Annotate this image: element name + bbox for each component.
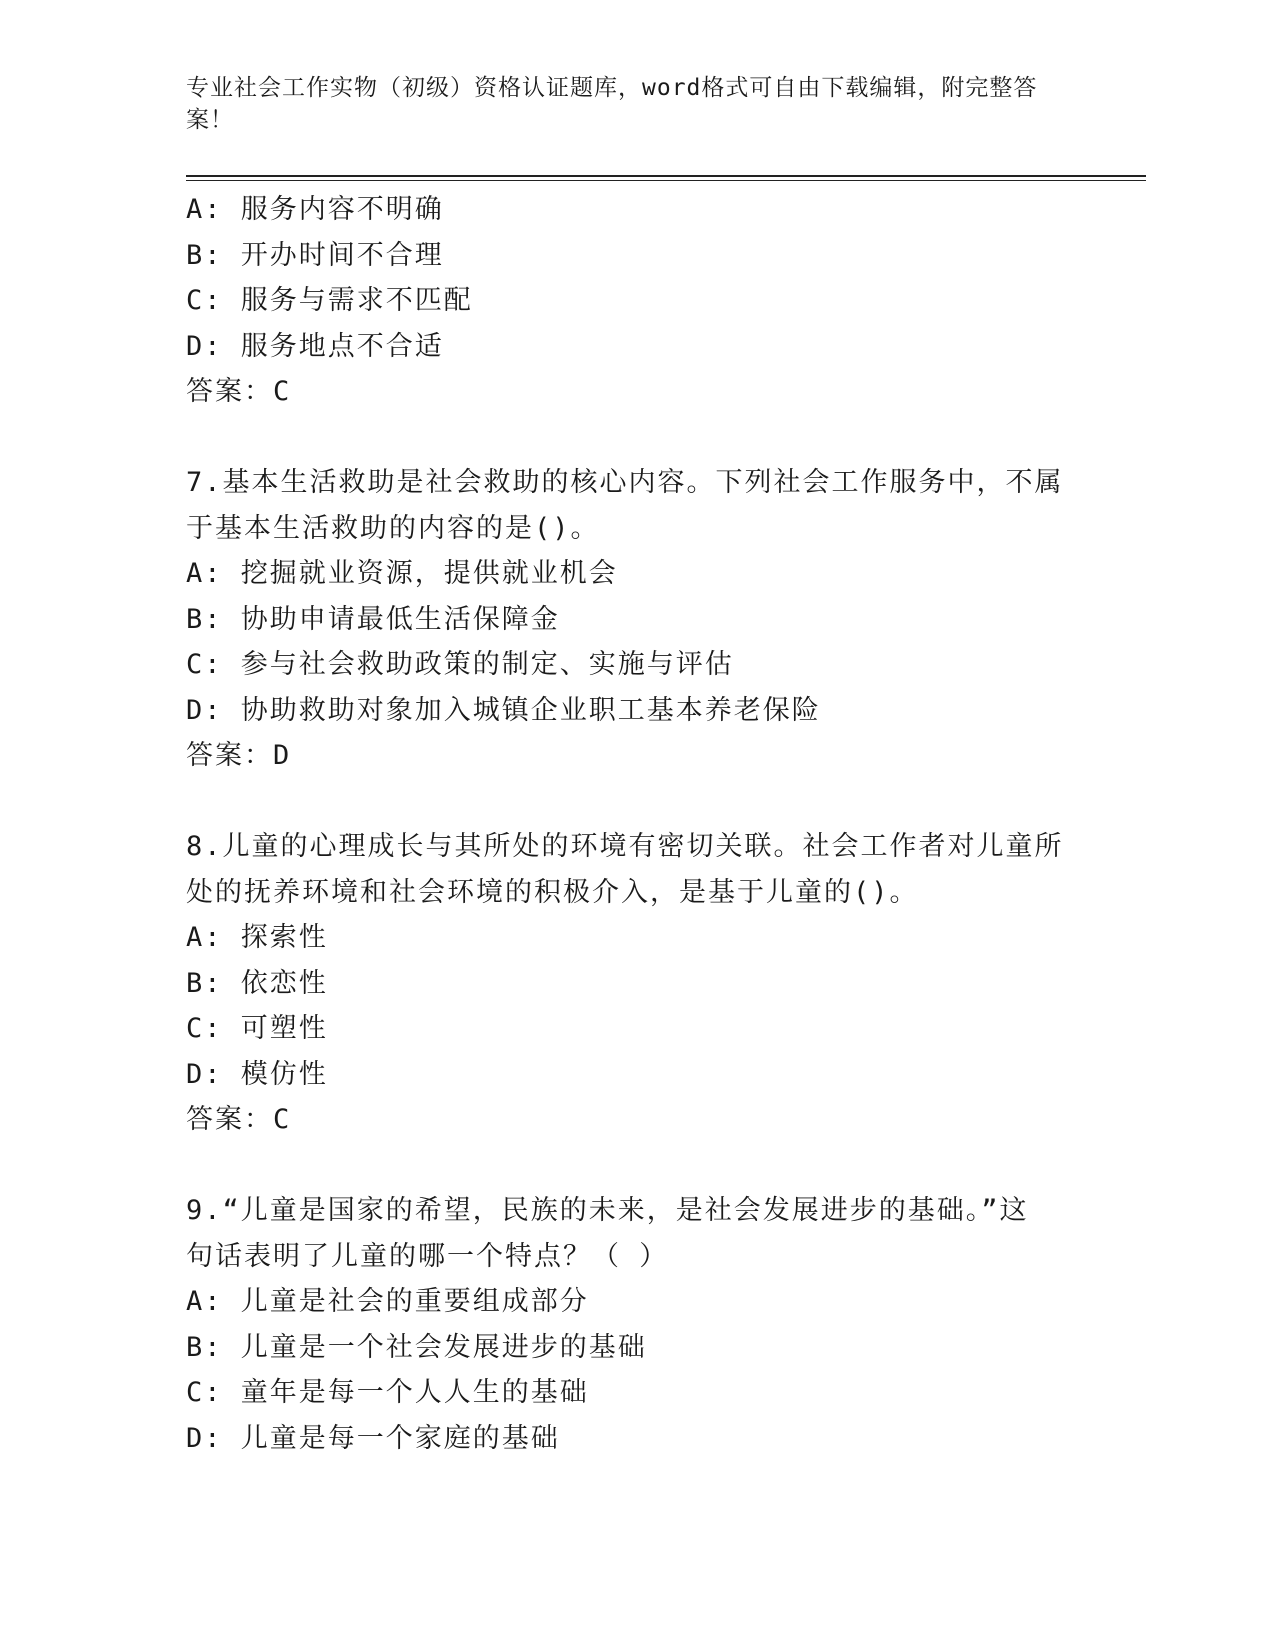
option-d: D: 模仿性	[186, 1058, 328, 1090]
option-c: C: 服务与需求不匹配	[186, 285, 473, 316]
question-stem-line-1: 9.“儿童是国家的希望，民族的未来，是社会发展进步的基础。”这	[186, 1195, 1029, 1226]
option-d: D: 协助救助对象加入城镇企业职工基本养老保险	[186, 694, 821, 726]
header-line-1: 专业社会工作实物（初级）资格认证题库，word格式可自由下载编辑，附完整答	[186, 75, 1038, 101]
question-list	[186, 187, 1066, 1461]
spacer	[186, 779, 1066, 825]
option-d: D: 服务地点不合适	[186, 330, 444, 362]
header-divider-thin	[186, 180, 1146, 181]
option-b: B: 协助申请最低生活保障金	[186, 603, 560, 635]
header-divider-thick	[186, 175, 1146, 177]
question-6	[186, 187, 1066, 415]
option-c: C: 可塑性	[186, 1013, 328, 1044]
option-a: A: 儿童是社会的重要组成部分	[186, 1286, 589, 1317]
option-c: C: 童年是每一个人人生的基础	[186, 1377, 589, 1408]
question-stem-line-2: 处的抚养环境和社会环境的积极介入，是基于儿童的()。	[186, 876, 919, 908]
option-c: C: 参与社会救助政策的制定、实施与评估	[186, 649, 734, 680]
answer-line: 答案：D	[186, 740, 292, 771]
option-a: A: 服务内容不明确	[186, 194, 444, 225]
question-8	[186, 824, 1066, 1143]
option-b: B: 开办时间不合理	[186, 239, 444, 271]
page-header	[186, 72, 1066, 136]
option-a: A: 探索性	[186, 922, 328, 953]
question-stem-line-2: 句话表明了儿童的哪一个特点？（ ）	[186, 1240, 669, 1272]
answer-line: 答案：C	[186, 1104, 292, 1135]
spacer	[186, 415, 1066, 461]
question-stem-line-1: 8.儿童的心理成长与其所处的环境有密切关联。社会工作者对儿童所	[186, 831, 1064, 862]
spacer	[186, 1143, 1066, 1189]
option-b: B: 依恋性	[186, 967, 328, 999]
question-7	[186, 460, 1066, 779]
question-stem-line-1: 7.基本生活救助是社会救助的核心内容。下列社会工作服务中，不属	[186, 467, 1064, 498]
option-a: A: 挖掘就业资源，提供就业机会	[186, 558, 618, 589]
option-b: B: 儿童是一个社会发展进步的基础	[186, 1331, 647, 1363]
question-stem-line-2: 于基本生活救助的内容的是()。	[186, 512, 600, 544]
answer-line: 答案：C	[186, 376, 292, 407]
option-d: D: 儿童是每一个家庭的基础	[186, 1422, 560, 1454]
question-9	[186, 1188, 1066, 1461]
header-line-2: 案！	[186, 107, 234, 133]
